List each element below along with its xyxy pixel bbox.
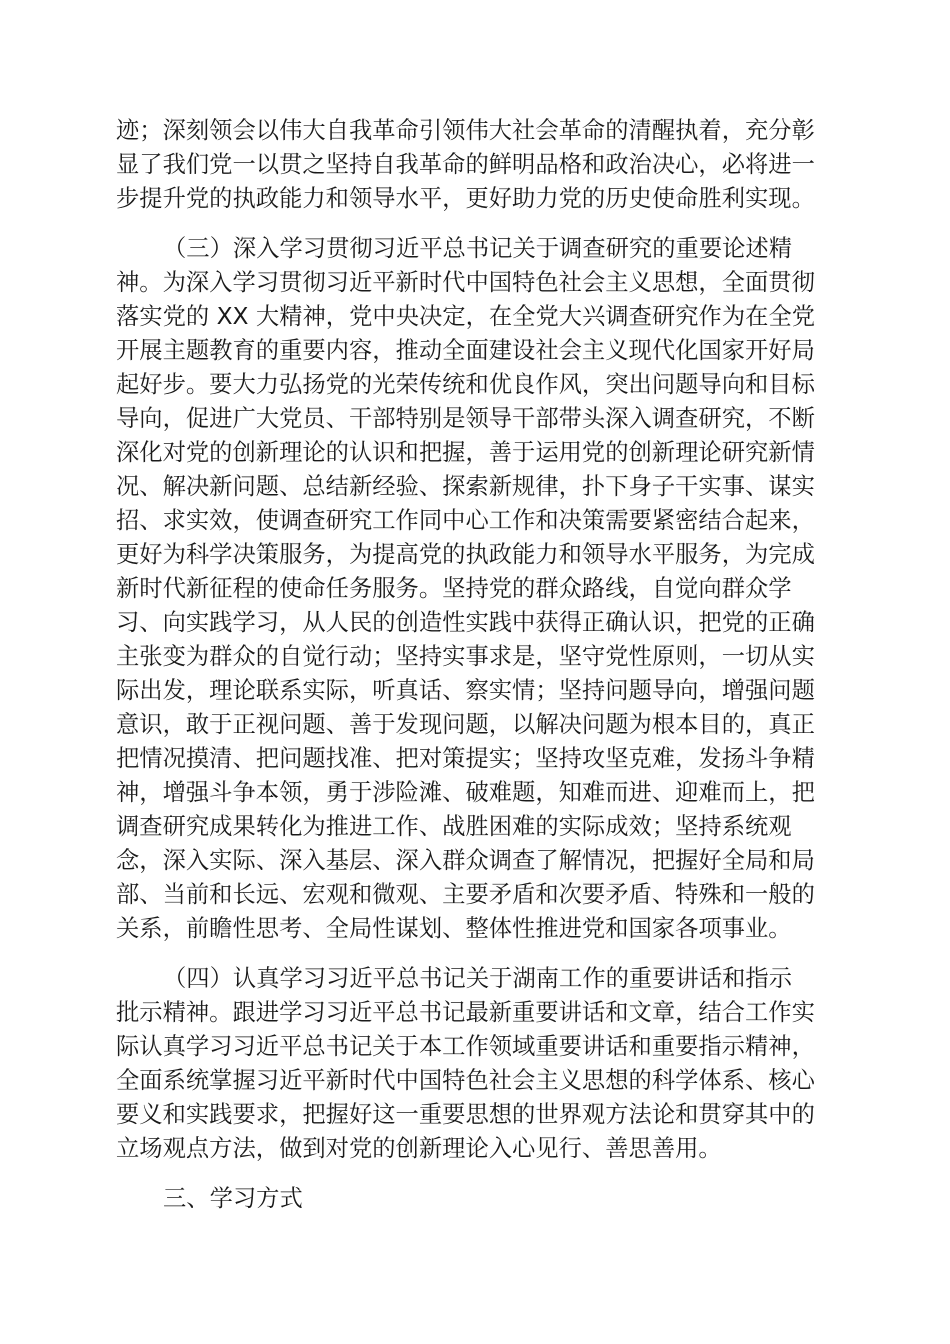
- paragraph-line: 起好步。要大力弘扬党的光荣传统和优良作风，突出问题导向和目标: [116, 371, 815, 398]
- paragraph-line: 神，增强斗争本领，勇于涉险滩、破难题，知难而进、迎难而上，把: [116, 779, 815, 806]
- paragraph-line: 念，深入实际、深入基层、深入群众调查了解情况，把握好全局和局: [116, 847, 815, 874]
- section-heading-four: （四）认真学习习近平总书记关于湖南工作的重要讲话和指示: [163, 965, 793, 992]
- paragraph-line: 把情况摸清、把问题找准、把对策提实；坚持攻坚克难，发扬斗争精: [116, 745, 815, 772]
- section-heading-learning-methods: 三、学习方式: [163, 1185, 303, 1212]
- paragraph-line: 深化对党的创新理论的认识和把握，善于运用党的创新理论研究新情: [116, 439, 815, 466]
- paragraph-line: 步提升党的执政能力和领导水平，更好助力党的历史使命胜利实现。: [116, 185, 815, 212]
- paragraph-line: 招、求实效，使调查研究工作同中心工作和决策需要紧密结合起来，: [116, 507, 815, 534]
- paragraph-line: 开展主题教育的重要内容，推动全面建设社会主义现代化国家开好局: [116, 337, 815, 364]
- paragraph-line: 全面系统掌握习近平新时代中国特色社会主义思想的科学体系、核心: [116, 1067, 815, 1094]
- paragraph-line: 落实党的 XX 大精神，党中央决定，在全党大兴调查研究作为在全党: [116, 303, 816, 330]
- paragraph-line: 况、解决新问题、总结新经验、探索新规律，扑下身子干实事、谋实: [116, 473, 815, 500]
- paragraph-line: 关系，前瞻性思考、全局性谋划、整体性推进党和国家各项事业。: [116, 915, 792, 942]
- paragraph-line: 调查研究成果转化为推进工作、战胜困难的实际成效；坚持系统观: [116, 813, 792, 840]
- paragraph-line: 意识，敢于正视问题、善于发现问题，以解决问题为根本目的，真正: [116, 711, 815, 738]
- paragraph-line: 主张变为群众的自觉行动；坚持实事求是，坚守党性原则，一切从实: [116, 643, 815, 670]
- paragraph-line: 显了我们党一以贯之坚持自我革命的鲜明品格和政治决心，必将进一: [116, 151, 815, 178]
- paragraph-line: 导向，促进广大党员、干部特别是领导干部带头深入调查研究，不断: [116, 405, 815, 432]
- paragraph-line: 更好为科学决策服务，为提高党的执政能力和领导水平服务，为完成: [116, 541, 815, 568]
- paragraph-line: 际出发，理论联系实际，听真话、察实情；坚持问题导向，增强问题: [116, 677, 815, 704]
- section-heading-three: （三）深入学习贯彻习近平总书记关于调查研究的重要论述精: [163, 235, 793, 262]
- paragraph-line: 神。为深入学习贯彻习近平新时代中国特色社会主义思想，全面贯彻: [116, 269, 815, 296]
- paragraph-line: 批示精神。跟进学习习近平总书记最新重要讲话和文章，结合工作实: [116, 999, 815, 1026]
- paragraph-line: 迹；深刻领会以伟大自我革命引领伟大社会革命的清醒执着，充分彰: [116, 117, 815, 144]
- paragraph-line: 立场观点方法，做到对党的创新理论入心见行、善思善用。: [116, 1135, 722, 1162]
- paragraph-line: 要义和实践要求，把握好这一重要思想的世界观方法论和贯穿其中的: [116, 1101, 815, 1128]
- paragraph-line: 部、当前和长远、宏观和微观、主要矛盾和次要矛盾、特殊和一般的: [116, 881, 815, 908]
- paragraph-line: 际认真学习习近平总书记关于本工作领域重要讲话和重要指示精神，: [116, 1033, 815, 1060]
- paragraph-line: 习、向实践学习，从人民的创造性实践中获得正确认识，把党的正确: [116, 609, 815, 636]
- paragraph-line: 新时代新征程的使命任务服务。坚持党的群众路线，自觉向群众学: [116, 575, 792, 602]
